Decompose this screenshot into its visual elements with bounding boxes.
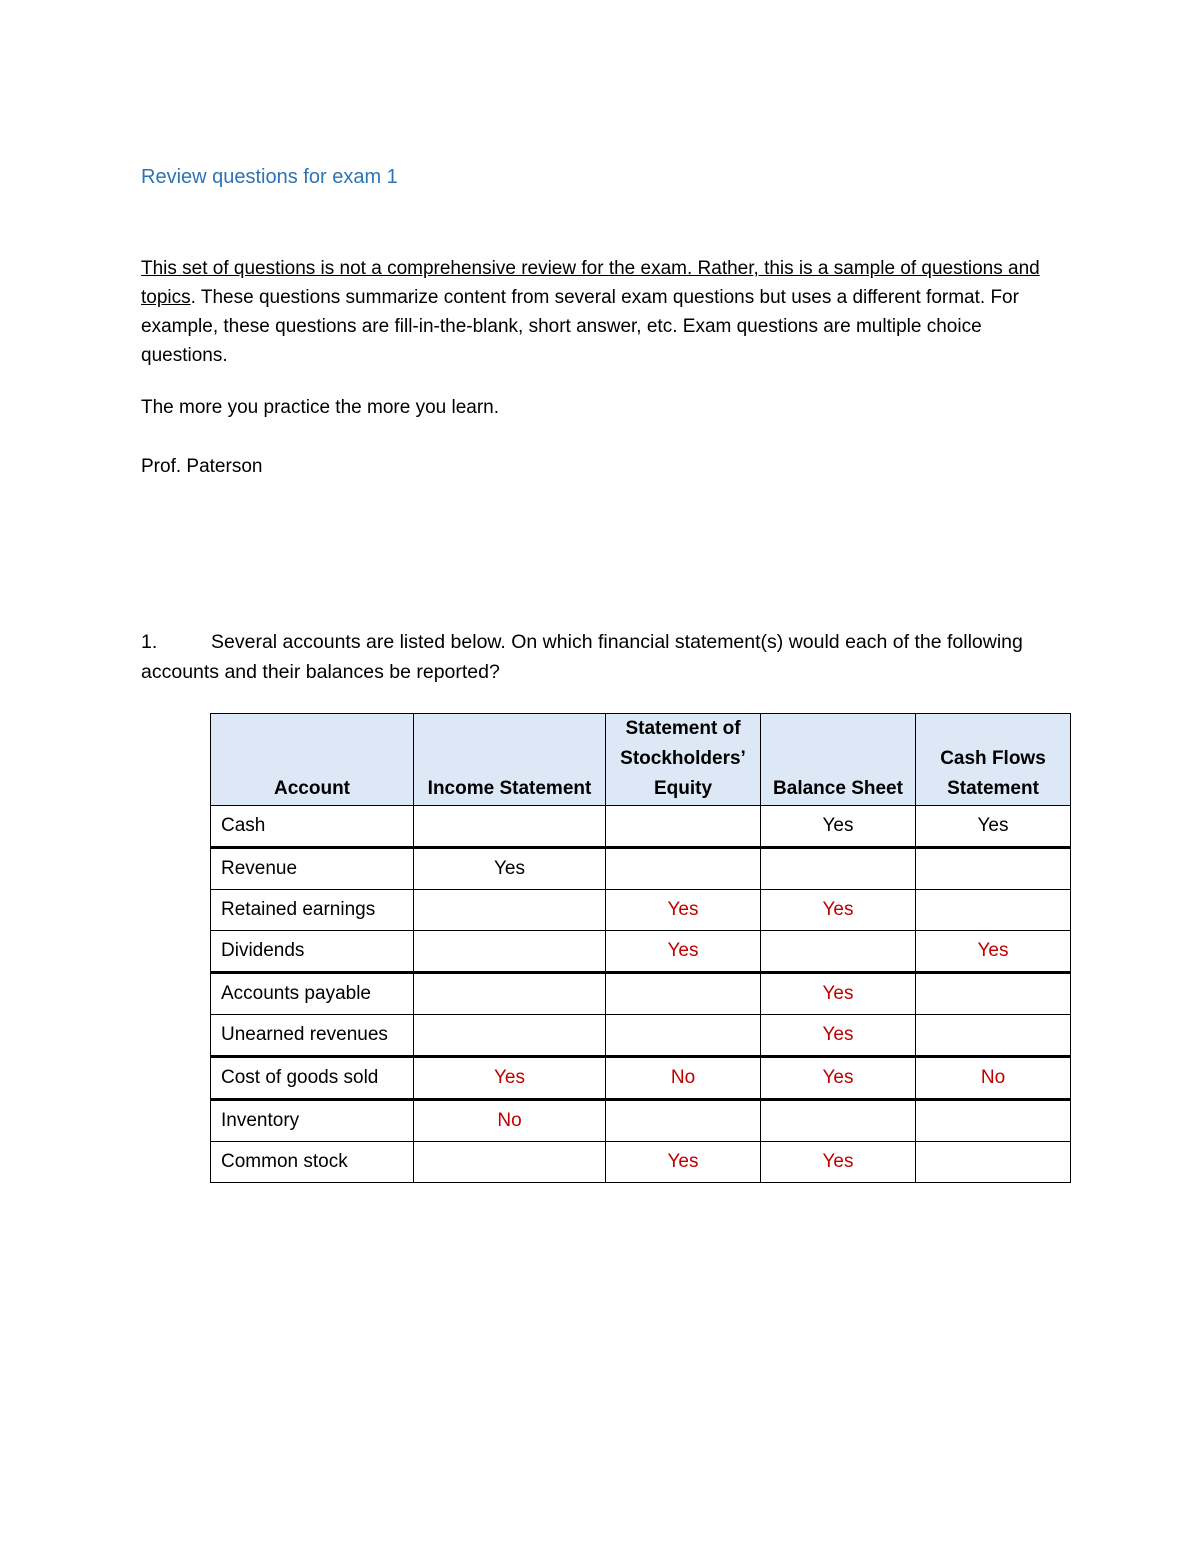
header-stockholders-equity: Statement of Stockholders’ Equity [606, 714, 761, 806]
accounts-table [210, 713, 1071, 1183]
account-cell: Common stock [211, 1142, 414, 1183]
account-cell: Retained earnings [211, 890, 414, 931]
answer-cell [916, 890, 1071, 931]
table-row [211, 1100, 1071, 1142]
document-title: Review questions for exam 1 [141, 166, 398, 188]
table-header-row [211, 714, 1071, 806]
answer-cell [761, 931, 916, 973]
answer-cell [606, 848, 761, 890]
answer-cell: Yes [761, 1015, 916, 1057]
header-income-statement: Income Statement [414, 714, 606, 806]
answer-cell: Yes [606, 890, 761, 931]
table-row [211, 890, 1071, 931]
signature: Prof. Paterson [141, 456, 263, 477]
intro-rest-text: . These questions summarize content from several exam questions but uses a different format. For example, these questions are fill-in-the-blank, short answer, etc. Exam questions are multiple choice questions. [141, 287, 1019, 366]
answer-cell [414, 973, 606, 1015]
table-row [211, 1057, 1071, 1100]
answer-cell: Yes [916, 931, 1071, 973]
header-account: Account [211, 714, 414, 806]
answer-cell: No [916, 1057, 1071, 1100]
answer-cell [916, 1142, 1071, 1183]
header-cash-flows: Cash Flows Statement [916, 714, 1071, 806]
table-row [211, 931, 1071, 973]
answer-cell [414, 1142, 606, 1183]
answer-cell [606, 1100, 761, 1142]
answer-cell [414, 806, 606, 848]
practice-line: The more you practice the more you learn. [141, 397, 500, 418]
answer-cell [916, 848, 1071, 890]
answer-cell: Yes [606, 1142, 761, 1183]
answer-cell [761, 848, 916, 890]
account-cell: Accounts payable [211, 973, 414, 1015]
answer-cell [414, 1015, 606, 1057]
answer-cell [414, 931, 606, 973]
question-text: Several accounts are listed below. On which financial statement(s) would each of the following accounts and their balances be reported? [141, 631, 1023, 683]
account-cell: Cash [211, 806, 414, 848]
answer-cell [916, 973, 1071, 1015]
answer-cell [606, 806, 761, 848]
account-cell: Dividends [211, 931, 414, 973]
table-row [211, 848, 1071, 890]
answer-cell: Yes [606, 931, 761, 973]
answer-cell [606, 973, 761, 1015]
answer-cell: Yes [414, 1057, 606, 1100]
question-1 [141, 627, 1061, 687]
answer-cell [761, 1100, 916, 1142]
intro-underlined-text: This set of questions is not a comprehensive review for the exam. Rather, this is a sample of questions and topics [141, 258, 1040, 308]
table-row [211, 1015, 1071, 1057]
answer-cell: Yes [761, 1142, 916, 1183]
answer-cell [916, 1015, 1071, 1057]
account-cell: Unearned revenues [211, 1015, 414, 1057]
answer-cell: Yes [761, 1057, 916, 1100]
account-cell: Cost of goods sold [211, 1057, 414, 1100]
answer-cell [606, 1015, 761, 1057]
answer-cell [414, 890, 606, 931]
header-balance-sheet: Balance Sheet [761, 714, 916, 806]
answer-cell: No [606, 1057, 761, 1100]
table-row [211, 806, 1071, 848]
answer-cell: Yes [916, 806, 1071, 848]
answer-cell: Yes [761, 973, 916, 1015]
table-row [211, 1142, 1071, 1183]
answer-cell: No [414, 1100, 606, 1142]
table-row [211, 973, 1071, 1015]
question-number: 1. [141, 631, 158, 653]
answer-cell: Yes [761, 806, 916, 848]
account-cell: Inventory [211, 1100, 414, 1142]
answer-cell: Yes [761, 890, 916, 931]
account-cell: Revenue [211, 848, 414, 890]
answer-cell [916, 1100, 1071, 1142]
answer-cell: Yes [414, 848, 606, 890]
intro-paragraph [141, 254, 1041, 370]
